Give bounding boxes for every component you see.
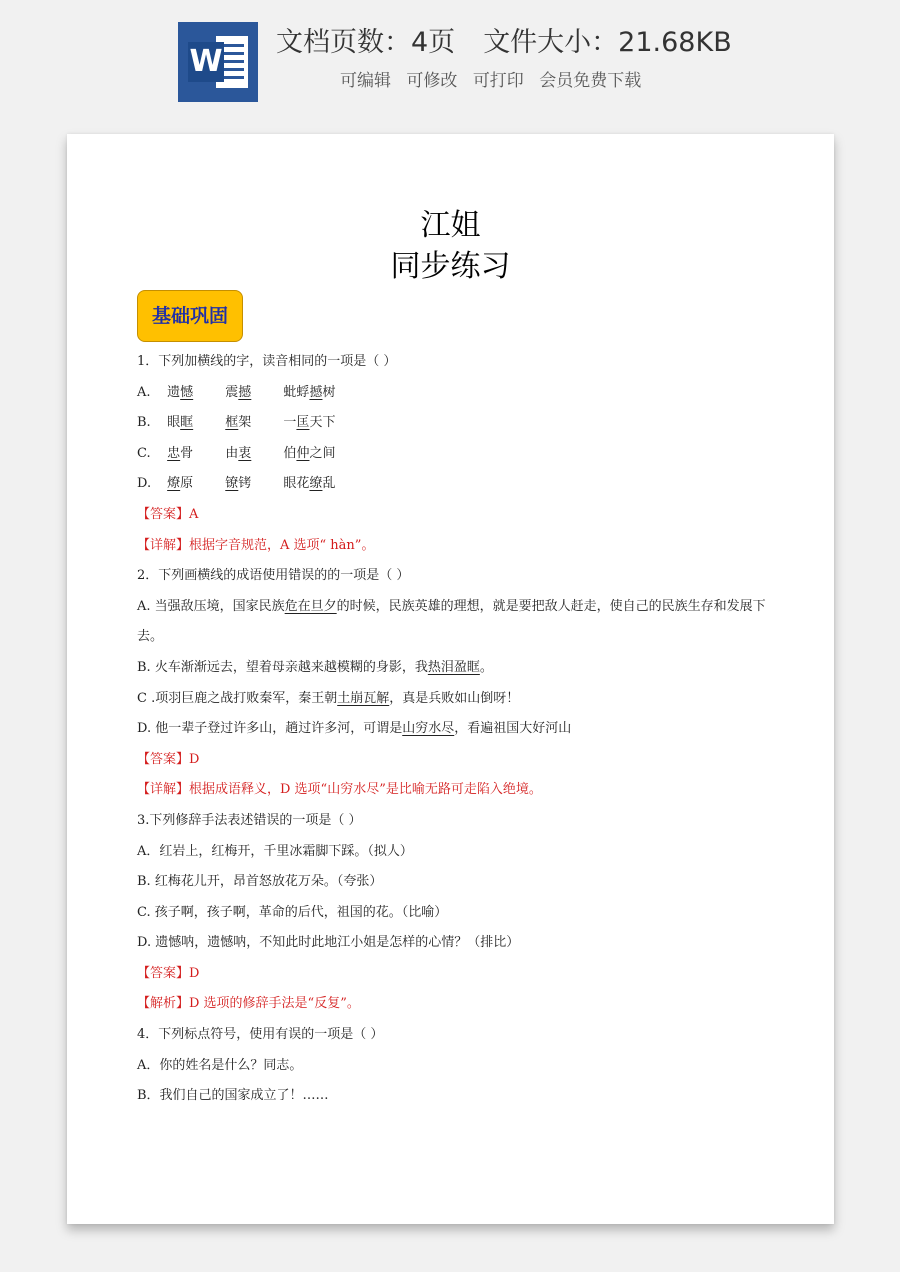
feature-editable: 可编辑 — [340, 71, 391, 91]
question-content — [137, 347, 777, 1112]
q3-stem: 3.下列修辞手法表述错误的一项是（ ） — [137, 812, 362, 828]
feature-free-download: 会员免费下载 — [539, 71, 642, 91]
q2-detail: 【详解】根据成语释义，D 选项“山穷水尽”是比喻无路可走陷入绝境。 — [137, 782, 542, 798]
download-header — [0, 0, 900, 120]
word-icon — [178, 22, 258, 102]
q2-option-a: A. 当强敌压境，国家民族危在旦夕的时候，民族英雄的理想，就是要把敌人赶走，使自己的民族生存和发展下去。 — [137, 598, 766, 645]
section-badge: 基础巩固 — [137, 290, 243, 342]
q1-option-b: B. 眼眶 框架 一匡天下 — [137, 415, 336, 431]
doc-stats — [276, 20, 836, 59]
q4-option-b: B．我们自己的国家成立了！…… — [137, 1088, 329, 1104]
q4-option-a: A．你的姓名是什么？同志。 — [137, 1057, 303, 1073]
pages-count: 文档页数：4页 — [276, 27, 456, 58]
q1-stem: 1．下列加横线的字，读音相同的一项是（ ） — [137, 354, 397, 369]
q3-answer: 【答案】D — [137, 965, 200, 981]
feature-printable: 可打印 — [472, 71, 524, 91]
word-letter: W — [188, 42, 224, 82]
q1-detail: 【详解】根据字音规范，A 选项“ hàn”。 — [137, 537, 375, 553]
document-page — [67, 134, 834, 1224]
file-size: 文件大小：21.68KB — [483, 27, 732, 58]
q1-answer: 【答案】A — [137, 506, 199, 522]
q1-option-a: A. 遗憾 震撼 蚍蜉撼树 — [137, 384, 336, 400]
q1-option-c: C. 忠骨 由衷 伯仲之间 — [137, 445, 336, 461]
doc-subtitle: 同步练习 — [390, 249, 511, 284]
q3-analysis: 【解析】D 选项的修辞手法是“反复”。 — [137, 996, 360, 1012]
q3-option-a: A．红岩上，红梅开，千里冰霜脚下踩。（拟人） — [137, 843, 413, 859]
q3-option-d: D. 遗憾呐，遗憾呐，不知此时此地江小姐是怎样的心情？（排比） — [137, 935, 520, 951]
q2-option-b: B. 火车渐渐远去，望着母亲越来越模糊的身影，我热泪盈眶。 — [137, 659, 493, 675]
q3-option-b: B. 红梅花儿开，昂首怒放花万朵。（夸张） — [137, 874, 383, 890]
q1-option-d: D. 燎原 镣铐 眼花缭乱 — [137, 476, 336, 492]
q3-option-c: C. 孩子啊，孩子啊，革命的后代，祖国的花。（比喻） — [137, 904, 448, 920]
q2-option-c: C .项羽巨鹿之战打败秦军，秦王朝土崩瓦解，真是兵败如山倒呀！ — [137, 690, 520, 706]
feature-list — [340, 66, 651, 91]
q4-stem: 4．下列标点符号，使用有误的一项是（ ） — [137, 1027, 384, 1043]
doc-title: 江姐 — [420, 208, 481, 243]
q2-answer: 【答案】D — [137, 751, 200, 767]
q2-stem: 2．下列画横线的成语使用错误的的一项是（ ） — [137, 568, 410, 584]
feature-modifiable: 可修改 — [406, 71, 458, 91]
q2-option-d: D. 他一辈子登过许多山，趟过许多河，可谓是山穷水尽，看遍祖国大好河山 — [137, 721, 572, 737]
